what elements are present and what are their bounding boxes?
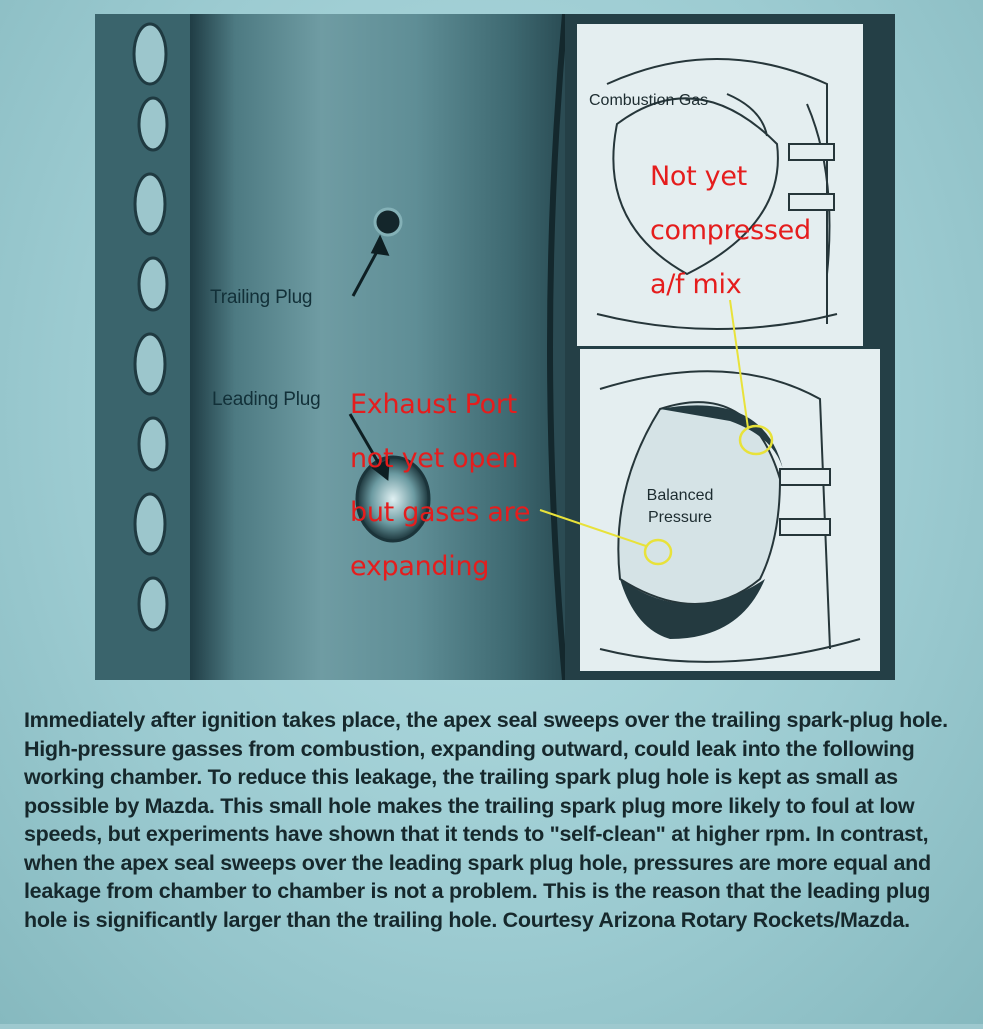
not-yet-compressed-annotation: Not yet compressed a/f mix (650, 161, 811, 300)
leading-plug-label: Leading Plug (212, 389, 321, 410)
caption-text: Immediately after ignition takes place, the apex seal sweeps over the trailing spark-plug hole. High-pressure gasses from combustion, expanding outward, could leak into the following working chamber. To reduce this leakage, the trailing spark plug hole is kept as small as possible by Mazda. This small hole makes the trailing spark plug more likely to foul at low speeds, but experiments have shown that it tends to "self-clean" at higher rpm. In contrast, when the apex seal sweeps over the leading spark plug hole, pressures are more equal and leakage from chamber to chamber is not a problem. This is the reason that the leading plug hole is significantly larger than the trailing hole. Courtesy Arizona Rotary Rockets/Mazda. (24, 708, 948, 932)
bottom-chamber-diagram (580, 349, 880, 671)
combustion-gas-label: Combustion Gas (589, 92, 709, 109)
balanced-pressure-label: Balanced Pressure (646, 487, 714, 526)
exhaust-port-annotation: Exhaust Port not yet open but gases are expanding (350, 389, 531, 582)
trailing-plug-label: Trailing Plug (210, 287, 313, 308)
